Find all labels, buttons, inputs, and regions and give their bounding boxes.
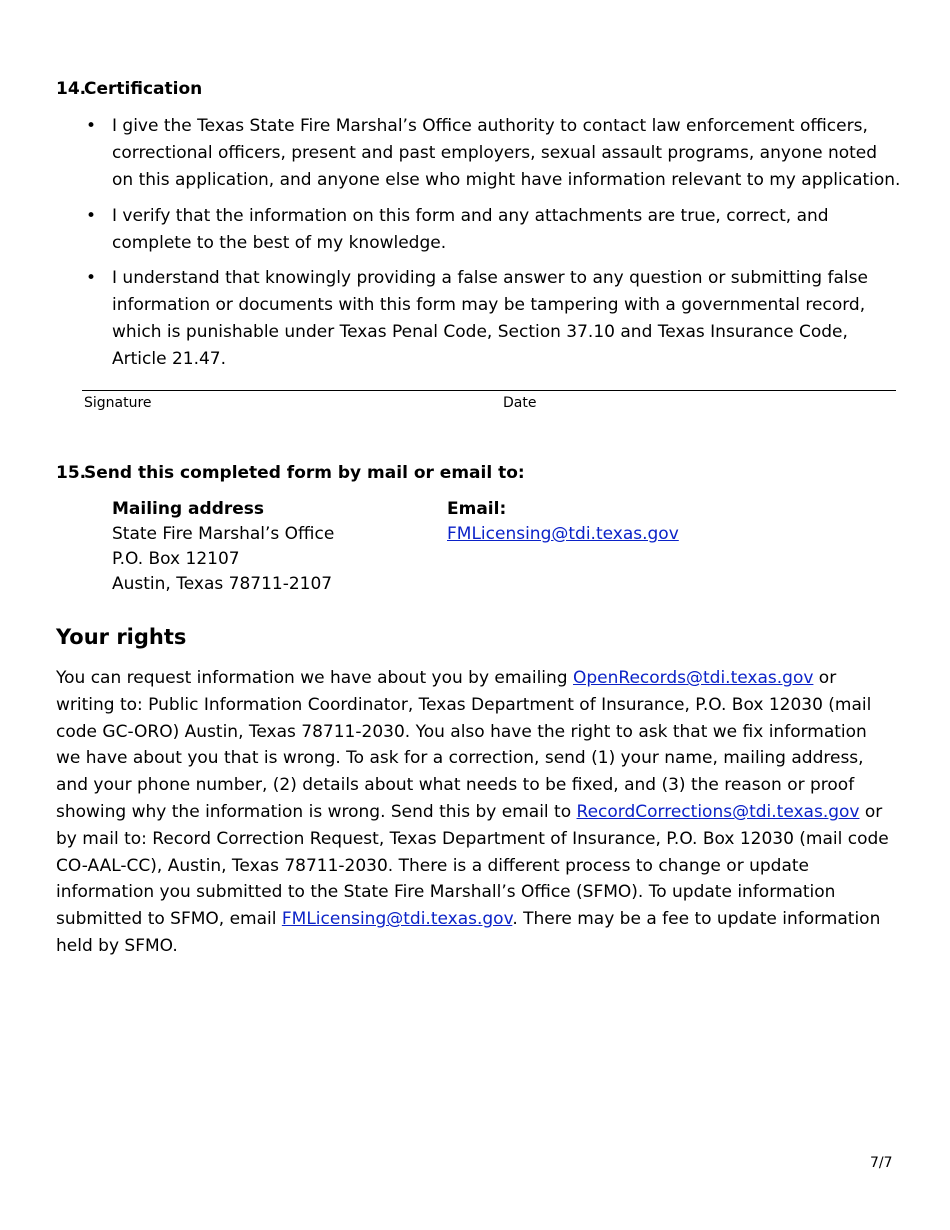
mailing-address-line2: P.O. Box 12107 — [112, 549, 240, 569]
fmlicensing-email-link[interactable]: FMLicensing@tdi.texas.gov — [281, 909, 513, 930]
signature-label: Signature — [84, 395, 152, 411]
bullet-2-dot: • — [86, 206, 97, 226]
certification-bullet-1: I give the Texas State Fire Marshal’s Office authority to contact law enforcement officers, correctional officers, present and past employers, sexual assault programs, anyone noted on this application, and anyone else who might have information relevant to my application. — [112, 116, 901, 190]
section-14-title: Certification — [84, 79, 203, 99]
openrecords-email-link[interactable]: OpenRecords@tdi.texas.gov — [573, 668, 814, 688]
page-number: 7/7 — [870, 1155, 893, 1171]
section-15-title: Send this completed form by mail or email to: — [84, 463, 525, 483]
recordcorrections-email-link[interactable]: RecordCorrections@tdi.texas.gov — [576, 801, 860, 822]
your-rights-paragraph — [56, 665, 896, 960]
rights-text-3: or by mail to: Record Correction Request, Texas Department of Insurance, P.O. Box 12030 (mail code CO-AAL-CC), Austin, Texas 78711-2030. There is a different process to change or update information you submitted to the State Fire Marshall’s Office (SFMO). To update information submitted to SFMO, email — [56, 801, 889, 930]
rights-text-2: or writing to: Public Information Coordinator, Texas Department of Insurance, P.O. Box 12030 (mail code GC-ORO) Austin, Texas 78711-2030. You also have the right to ask that we fix information we have about you that is wrong. To ask for a correction, send (1) your name, mailing address, and your phone number, (2) details about what needs to be fixed, and (3) the reason or proof showing why the information is wrong. Send this by email to — [56, 668, 872, 822]
mailing-address-heading: Mailing address — [112, 499, 265, 519]
bullet-3-dot: • — [86, 268, 97, 288]
rights-text-1: You can request information we have about you by emailing — [56, 668, 573, 688]
your-rights-heading: Your rights — [56, 625, 187, 649]
certification-bullet-2: I verify that the information on this form and any attachments are true, correct, and complete to the best of my knowledge. — [112, 206, 829, 253]
email-block — [447, 497, 679, 547]
mailing-address-line3: Austin, Texas 78711-2107 — [112, 574, 333, 594]
signature-line — [82, 390, 896, 391]
rights-text-4: . There may be a fee to update information held by SFMO. — [56, 909, 881, 956]
section-14-number: 14. — [56, 79, 87, 99]
section-15-number: 15. — [56, 463, 87, 483]
certification-bullet-3: I understand that knowingly providing a false answer to any question or submitting false information or documents with this form may be tampering with a governmental record, which is punishable under Texas Penal Code, Section 37.10 and Texas Insurance Code, Article 21.47. — [112, 268, 868, 369]
mailing-address-line1: State Fire Marshal’s Office — [112, 524, 335, 544]
email-link-fmlicensing[interactable]: FMLicensing@tdi.texas.gov — [447, 524, 679, 544]
date-label: Date — [503, 395, 537, 411]
email-heading: Email: — [447, 499, 507, 519]
mailing-address-block — [112, 497, 334, 597]
bullet-1-dot: • — [86, 116, 97, 136]
